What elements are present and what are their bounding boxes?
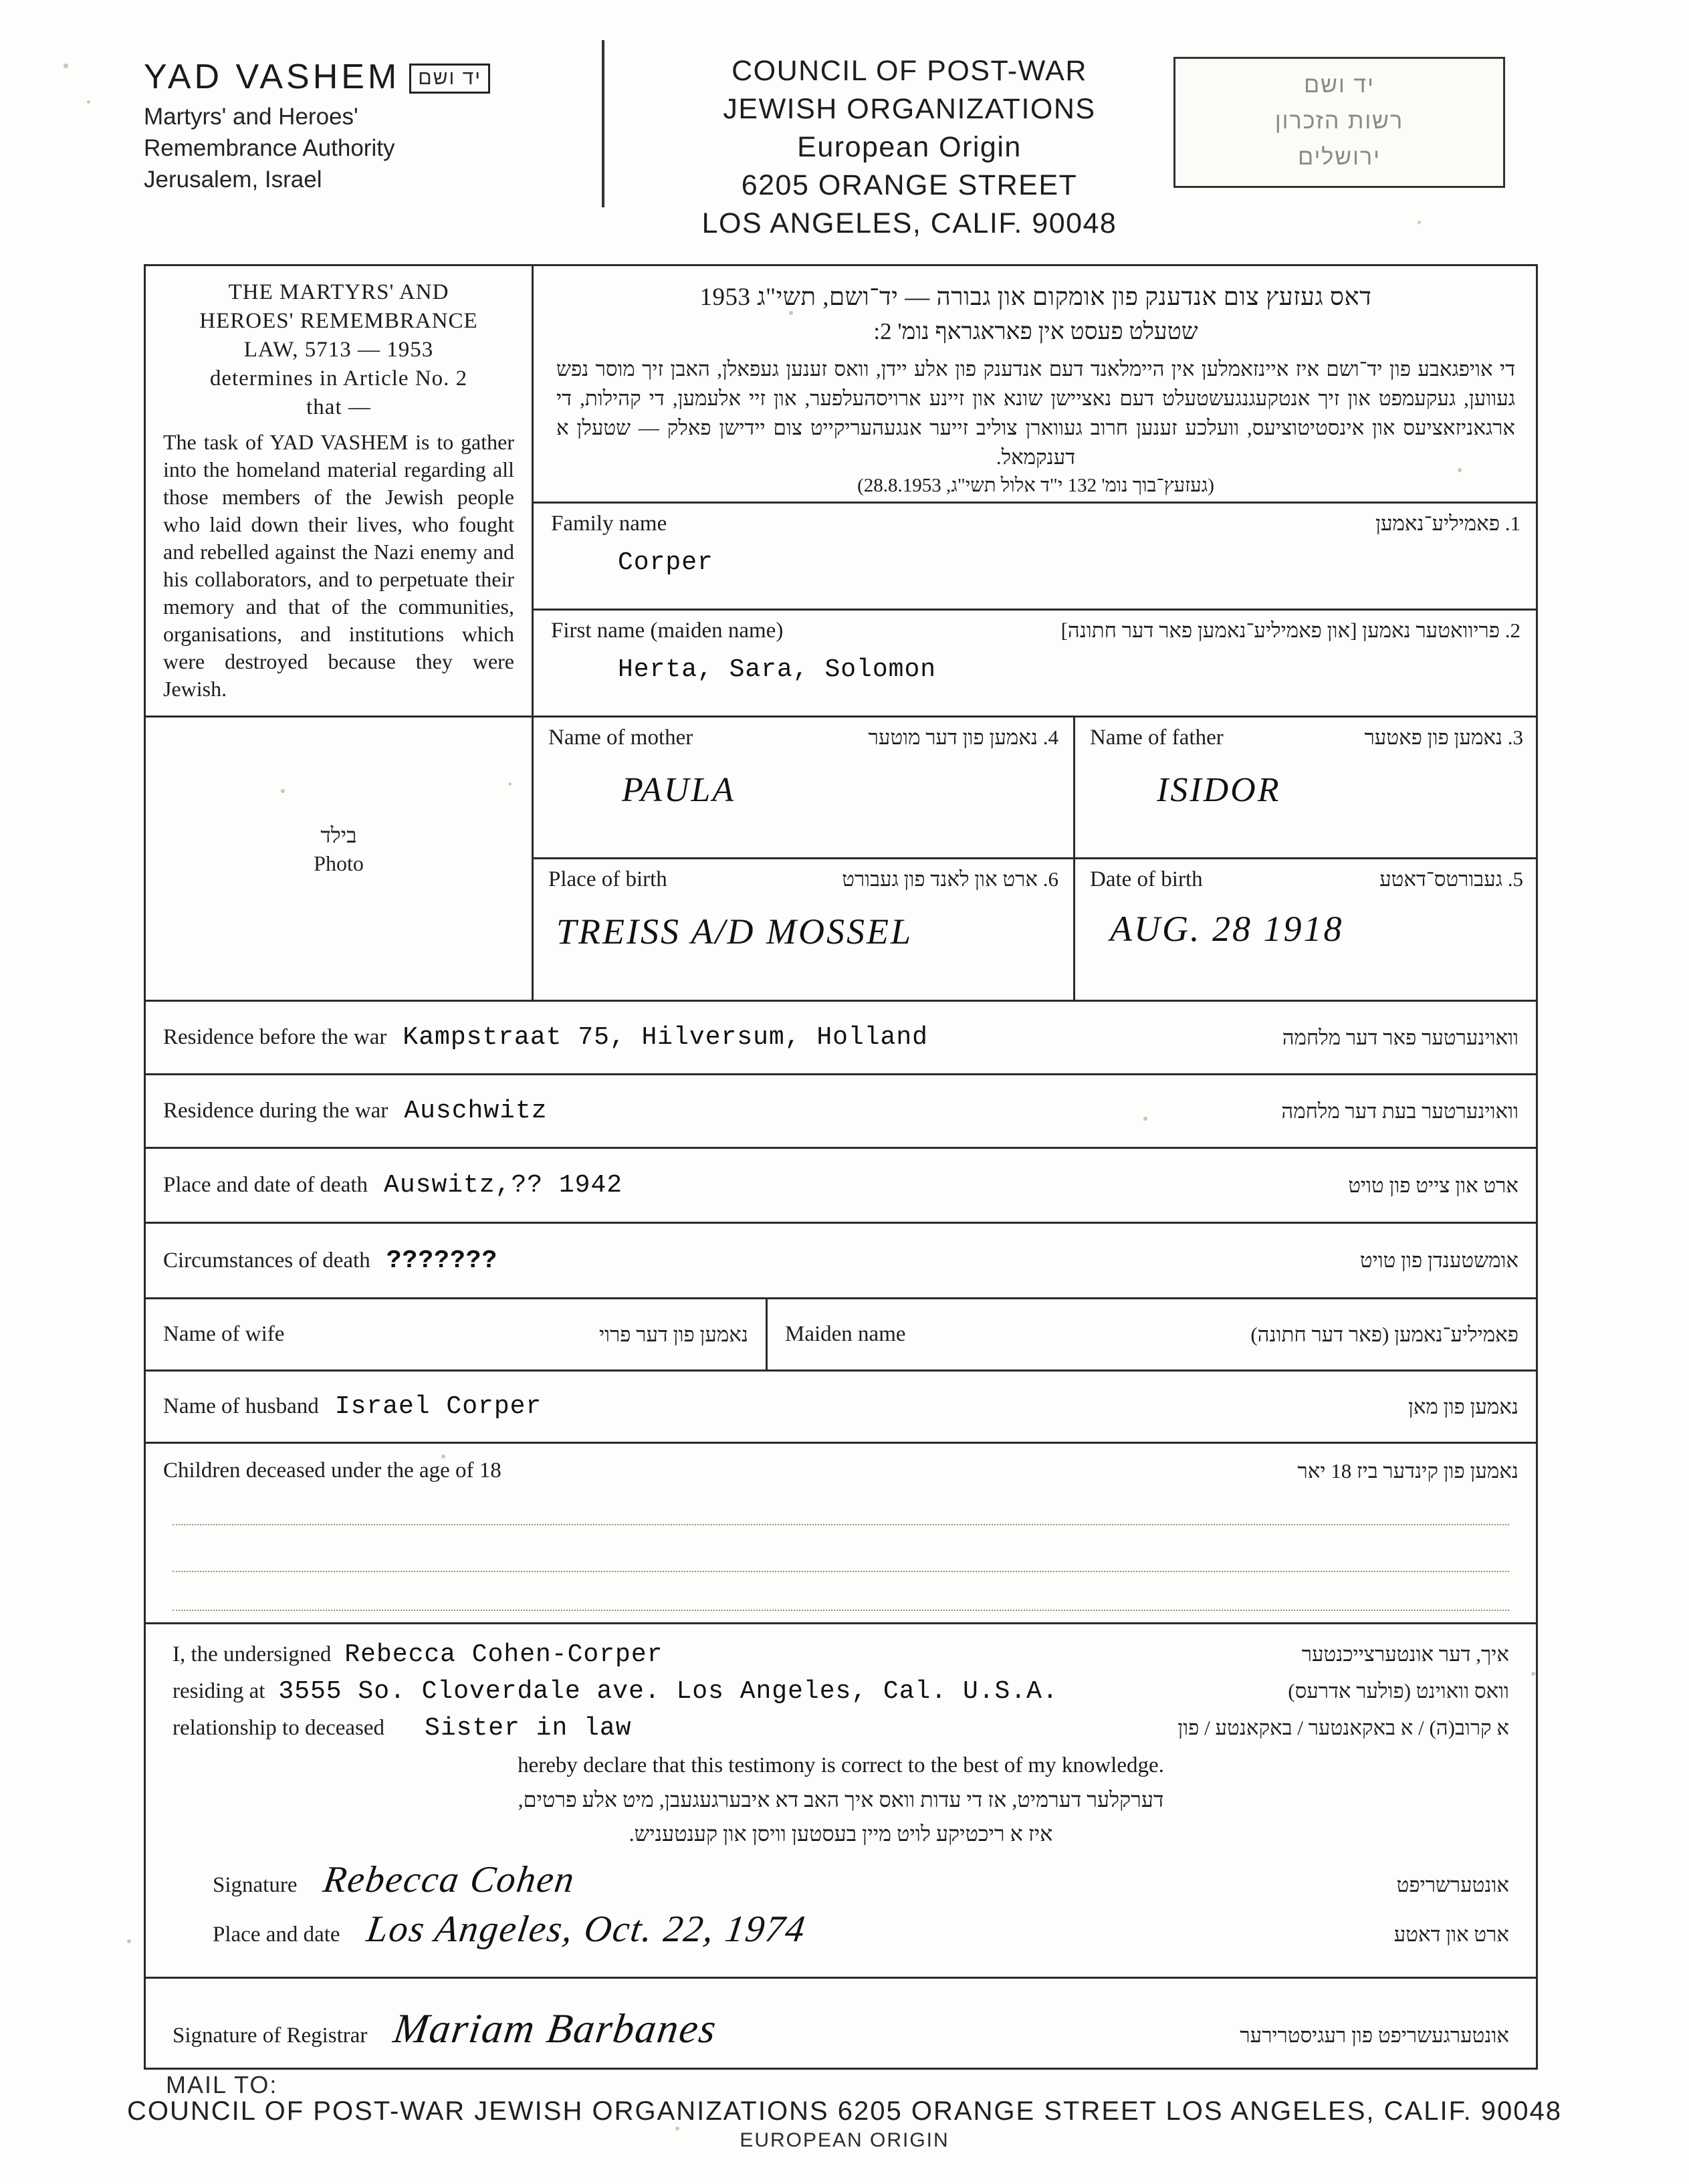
place-date-value: Los Angeles, Oct. 22, 1974 <box>364 1908 808 1950</box>
field-name-of-husband[interactable] <box>146 1372 1536 1444</box>
mother-name-value: PAULA <box>622 771 736 809</box>
field-relationship[interactable] <box>173 1714 1509 1743</box>
yiddish-title-line-1: דאס געזעץ צום אנדענק פון אומקום און גבורה — יד־ושם, תשי"ג 1953 <box>699 284 1372 311</box>
field-date-of-birth[interactable] <box>1075 859 1538 1002</box>
field-maiden-name[interactable] <box>768 1299 1536 1370</box>
place-date-death-value: Auswitz,?? 1942 <box>384 1171 623 1200</box>
maiden-name-label-en: Maiden name <box>785 1322 906 1346</box>
law-body-text: The task of YAD VASHEM is to gather into the homeland material regarding all those members of the Jewish people who laid down their lives, who fought and rebelled against the Nazi enemy and his collaborators, and to perpetuate their memory and that of the communities, organisations, and institutions which were destroyed because they were Jewish. <box>163 430 514 701</box>
wife-name-label-en: Name of wife <box>163 1322 285 1346</box>
field-signature[interactable] <box>173 1858 1509 1901</box>
field-father-name[interactable] <box>1075 718 1538 859</box>
residing-value: 3555 So. Cloverdale ave. Los Angeles, Cal. U.S.A. <box>278 1677 1058 1706</box>
yad-vashem-sub-line-1: Martyrs' and Heroes' <box>144 104 358 130</box>
place-of-birth-label-he: 6. ארט און לאנד פון געבורט <box>842 867 1058 891</box>
law-yiddish-block <box>534 266 1538 504</box>
declaration-section <box>146 1624 1536 1979</box>
field-circumstances-of-death[interactable] <box>146 1224 1536 1299</box>
yad-vashem-title <box>144 57 572 97</box>
circumstances-label-en: Circumstances of death <box>163 1248 370 1273</box>
registrar-label-he: אונטערגעשריפט פון רעגיסטרירער <box>1240 2024 1509 2047</box>
first-name-label-he: 2. פריוואטער נאמען [און פאמיליע־נאמען פאר דער חתונה] <box>1060 619 1521 642</box>
mother-name-label-he: 4. נאמען פון דער מוטער <box>868 726 1058 749</box>
document-header <box>0 0 1689 254</box>
council-line-1: COUNCIL OF POST-WAR <box>731 55 1087 87</box>
law-heading <box>163 278 514 422</box>
field-residing-at[interactable] <box>173 1677 1509 1706</box>
field-place-date-of-death[interactable] <box>146 1149 1536 1224</box>
children-label-he: נאמען פון קינדער ביז 18 יאר <box>1297 1458 1518 1483</box>
date-of-birth-value: AUG. 28 1918 <box>1110 909 1344 949</box>
registrar-label-en: Signature of Registrar <box>173 2024 368 2048</box>
signature-label-he: אונטערשריפט <box>1396 1873 1509 1896</box>
footer-address-line: COUNCIL OF POST-WAR JEWISH ORGANIZATIONS 6205 ORANGE STREET LOS ANGELES, CALIF. 90048 <box>126 2096 1563 2126</box>
residence-before-label-en: Residence before the war <box>163 1025 387 1049</box>
relationship-value: Sister in law <box>425 1714 632 1743</box>
place-date-death-label-he: ארט און צייט פון טויט <box>1348 1173 1518 1197</box>
father-name-label-en: Name of father <box>1090 726 1224 750</box>
photo-label-hebrew: בילד <box>320 823 357 847</box>
field-place-and-date[interactable] <box>173 1908 1509 1951</box>
council-address-block <box>675 52 1143 243</box>
field-first-name[interactable] <box>534 611 1538 718</box>
declaration-statement-he-1: דערקלער דערמיט, אז די עדות וואס איך האב דא איבערגעגעבן, מיט אלע פרטים, <box>518 1787 1164 1812</box>
field-registrar-signature[interactable] <box>146 1979 1536 2068</box>
signature-value: Rebecca Cohen <box>321 1859 578 1900</box>
circumstances-label-he: אומשטענדן פון טויט <box>1359 1248 1518 1272</box>
yad-vashem-title-text: YAD VASHEM <box>144 58 401 96</box>
law-heading-line-1: THE MARTYRS' AND <box>228 280 449 304</box>
place-date-label-he: ארט און דאטע <box>1393 1923 1509 1946</box>
signature-label-en: Signature <box>213 1873 298 1897</box>
law-heading-line-3: LAW, 5713 — 1953 <box>243 338 434 362</box>
father-name-value: ISIDOR <box>1157 771 1281 809</box>
children-dotted-line-2 <box>173 1571 1509 1572</box>
relationship-label-en: relationship to deceased <box>173 1716 385 1740</box>
husband-name-value: Israel Corper <box>334 1392 542 1421</box>
father-name-label-he: 3. נאמען פון פאטער <box>1364 726 1523 749</box>
residence-during-value: Auschwitz <box>404 1097 548 1125</box>
stamp-line-1: יד ושם <box>1304 72 1375 98</box>
residing-label-en: residing at <box>173 1679 265 1703</box>
field-residence-before-war[interactable] <box>146 1002 1536 1075</box>
residence-before-label-he: וואוינערטער פאר דער מלחמה <box>1282 1025 1518 1049</box>
field-mother-name[interactable] <box>534 718 1075 859</box>
stamp-line-2: רשות הזכרון <box>1274 108 1404 134</box>
circumstances-value: ??????? <box>386 1246 498 1275</box>
council-line-3: European Origin <box>797 131 1022 163</box>
family-name-label-en: Family name <box>551 512 667 536</box>
registrar-signature-value: Mariam Barbanes <box>390 2006 721 2052</box>
first-name-value: Herta, Sara, Solomon <box>618 655 937 684</box>
mail-to-label: MAIL TO: <box>166 2071 278 2098</box>
declaration-statement-en: hereby declare that this testimony is correct to the best of my knowledge. <box>518 1753 1164 1777</box>
husband-name-label-en: Name of husband <box>163 1394 319 1418</box>
scan-speck <box>127 1939 131 1943</box>
undersigned-label-he: איך, דער אונטערצייכנטער <box>1301 1642 1509 1666</box>
law-heading-line-2: HEROES' REMEMBRANCE <box>199 309 478 333</box>
family-name-value: Corper <box>618 548 713 577</box>
first-name-label-en: First name (maiden name) <box>551 619 784 643</box>
photo-box <box>146 718 534 1002</box>
relationship-label-he: א קרוב(ה) / א באקאנטער / באקאנטע / פון <box>1177 1716 1509 1739</box>
field-undersigned[interactable] <box>173 1640 1509 1669</box>
family-name-label-he: 1. פאמיליע־נאמען <box>1375 512 1521 535</box>
field-place-of-birth[interactable] <box>534 859 1075 1002</box>
place-of-birth-label-en: Place of birth <box>548 867 667 891</box>
place-date-death-label-en: Place and date of death <box>163 1173 368 1197</box>
date-of-birth-label-en: Date of birth <box>1090 867 1203 891</box>
council-line-4: 6205 ORANGE STREET <box>741 169 1078 201</box>
husband-name-label-he: נאמען פון מאן <box>1408 1394 1518 1418</box>
yad-vashem-hebrew-box: יד ושם <box>409 64 490 94</box>
row-wife-maiden <box>146 1299 1536 1372</box>
yad-vashem-subtitle <box>144 101 572 195</box>
yad-vashem-block <box>144 57 572 195</box>
yad-vashem-sub-line-3: Jerusalem, Israel <box>144 167 322 193</box>
law-excerpt-box <box>146 266 534 718</box>
field-name-of-wife[interactable] <box>146 1299 768 1370</box>
residence-during-label-he: וואוינערטער בעת דער מלחמה <box>1281 1099 1518 1123</box>
undersigned-value: Rebecca Cohen-Corper <box>344 1640 663 1669</box>
wife-name-label-he: נאמען פון דער פרוי <box>598 1322 748 1346</box>
yad-vashem-sub-line-2: Remembrance Authority <box>144 135 395 161</box>
law-heading-line-4: determines in Article No. 2 <box>209 366 468 391</box>
yiddish-title-line-2: שטעלט פעסט אין פאראגראף נומ' 2: <box>873 318 1198 344</box>
testimony-form <box>144 264 1538 2070</box>
photo-label <box>146 821 532 877</box>
council-line-2: JEWISH ORGANIZATIONS <box>723 93 1096 125</box>
document-footer <box>0 2070 1689 2152</box>
law-heading-line-5: that — <box>306 395 371 419</box>
photo-label-english: Photo <box>314 851 364 875</box>
date-of-birth-label-he: 5. געבורטס־דאטע <box>1379 867 1523 891</box>
place-of-birth-value: TREISS A/D MOSSEL <box>556 911 913 952</box>
residence-during-label-en: Residence during the war <box>163 1099 388 1123</box>
footer-subtitle: EUROPEAN ORIGIN <box>740 2129 949 2151</box>
council-line-5: LOS ANGELES, CALIF. 90048 <box>701 207 1117 239</box>
declaration-statement-he-2: איז א ריכטיקע לויט מיין בעסטען וויסן און קענטעניש. <box>629 1822 1053 1846</box>
residence-before-value: Kampstraat 75, Hilversum, Holland <box>403 1023 928 1052</box>
field-family-name[interactable] <box>534 504 1538 611</box>
children-dotted-line-1 <box>173 1524 1509 1525</box>
place-date-label-en: Place and date <box>213 1923 340 1947</box>
yad-vashem-stamp <box>1173 57 1505 188</box>
undersigned-label-en: I, the undersigned <box>173 1642 332 1666</box>
children-label-en: Children deceased under the age of 18 <box>163 1458 501 1483</box>
stamp-line-3: ירושלים <box>1298 144 1381 170</box>
field-children-deceased[interactable] <box>146 1444 1536 1624</box>
yiddish-paragraph: די אויפגאבע פון יד־ושם איז איינזאמלען אין היימלאנד דעם אנדענק פון אלע יידן, וואס זענען געפאלן, האבן זיך מוסר נפש געווען, געקעמפט און זיך אנטקעגנגעשטעלט דעם נאציישן שונא און זיינע ארויסהעלפער, און זיי אלעמען, די קהילות, די ארגאניזאציעס און אינסטיטוציעס, וועלכע זענען חרוב געווארן צוליב זייער אנגעהעריקייט צום יידישן פאלק — שטעלן א דענקמאל. <box>556 357 1515 469</box>
residing-label-he: וואס וואוינט (פולער אדרעס) <box>1288 1679 1509 1703</box>
field-residence-during-war[interactable] <box>146 1075 1536 1149</box>
children-dotted-line-3 <box>173 1610 1509 1611</box>
maiden-name-label-he: פאמיליע־נאמען (פאר דער חתונה) <box>1250 1322 1518 1346</box>
mother-name-label-en: Name of mother <box>548 726 693 750</box>
yiddish-law-reference: (געזעץ־בוך נומ' 132 י"ד אלול תשי"ג, 28.8.1953) <box>857 475 1214 496</box>
header-divider <box>602 40 604 207</box>
